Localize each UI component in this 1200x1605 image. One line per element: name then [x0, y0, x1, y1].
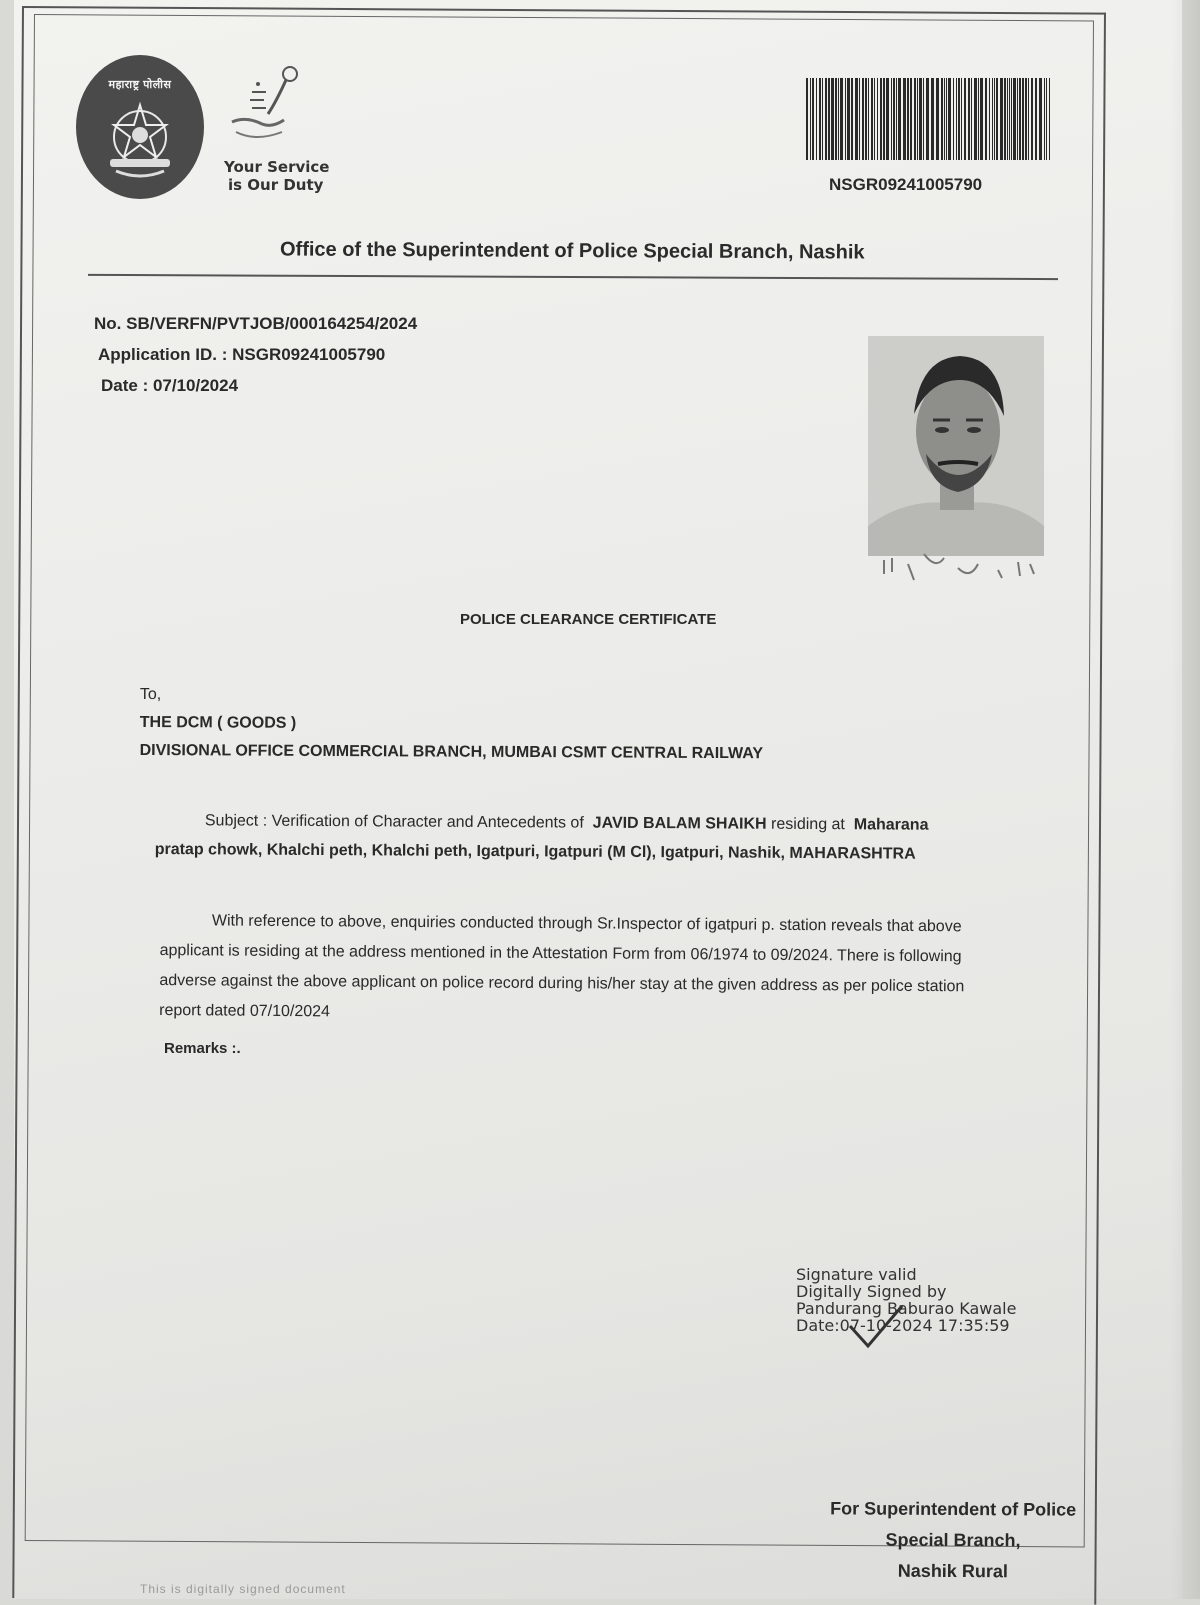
barcode-bar — [971, 78, 972, 160]
salutation: To, — [139, 685, 162, 704]
barcode-bar — [1000, 78, 1003, 160]
remarks-label: Remarks :. — [164, 1040, 241, 1057]
barcode-bar — [859, 78, 860, 160]
barcode-bar — [978, 78, 979, 160]
signature-line3: Pandurang Baburao Kawale — [796, 1299, 1017, 1318]
barcode-bar — [1049, 78, 1050, 160]
issue-date: Date : 07/10/2024 — [101, 376, 239, 395]
barcode-bar — [891, 78, 892, 160]
subject-residing: residing at — [771, 815, 845, 834]
authority-line3: Nashik Rural — [897, 1560, 1008, 1582]
recipient-line2: DIVISIONAL OFFICE COMMERCIAL BRANCH, MUMBAI CSMT CENTRAL RAILWAY — [139, 741, 764, 763]
barcode-bar — [996, 78, 998, 160]
body-line3: adverse against the above applicant on police record during his/her stay at the given address as per police station — [159, 971, 965, 996]
recipient-line1: THE DCM ( GOODS ) — [139, 713, 297, 732]
barcode-bar — [903, 78, 906, 160]
barcode-bar — [1011, 78, 1012, 160]
photo-stamp-marks — [878, 550, 1048, 590]
barcode-bar — [948, 78, 951, 160]
barcode-bar — [907, 78, 909, 160]
barcode-bar — [810, 78, 811, 160]
barcode-bar — [819, 78, 821, 160]
barcode-bar — [956, 78, 957, 160]
signing-authority — [830, 1493, 1076, 1587]
barcode-bar — [825, 78, 827, 160]
barcode-bar — [994, 78, 995, 160]
barcode-bar — [985, 78, 987, 160]
digital-signature — [796, 1266, 1016, 1334]
barcode-bar — [941, 78, 943, 160]
barcode-bar — [974, 78, 977, 160]
barcode-bar — [944, 78, 945, 160]
office-title: Office of the Superintendent of Police Special Branch, Nashik — [279, 238, 865, 264]
barcode-bar — [880, 78, 882, 160]
service-hand-icon — [226, 62, 306, 154]
barcode-bar — [845, 78, 846, 160]
barcode-bar — [838, 78, 839, 160]
barcode-bar — [847, 78, 850, 160]
barcode-bar — [871, 78, 873, 160]
barcode-bar — [992, 78, 993, 160]
barcode-bar — [1044, 78, 1045, 160]
barcode-bar — [828, 78, 830, 160]
reference-block — [94, 308, 417, 401]
barcode-bar — [896, 78, 897, 160]
barcode-bar — [1013, 78, 1016, 160]
barcode-bar — [980, 78, 983, 160]
seal-text: महाराष्ट्र पोलीस — [108, 79, 172, 91]
barcode-bar — [835, 78, 837, 160]
signature-check-icon — [846, 1302, 906, 1354]
header-divider — [88, 274, 1058, 280]
barcode-bar — [919, 78, 922, 160]
barcode-bar — [877, 78, 878, 160]
barcode-bar — [914, 78, 916, 160]
barcode-bar — [1028, 78, 1029, 160]
barcode-bar — [961, 78, 962, 160]
barcode-bar — [1031, 78, 1033, 160]
barcode-bar — [816, 78, 817, 160]
barcode-bar — [931, 78, 934, 160]
barcode-bar — [855, 78, 858, 160]
barcode-bar — [806, 78, 808, 160]
barcode-bar — [883, 78, 885, 160]
police-seal-logo — [76, 55, 204, 199]
barcode-bar — [917, 78, 918, 160]
body-line2: applicant is residing at the address mentioned in the Attestation Form from 06/1974 to 09/2024. There is following — [159, 941, 962, 966]
barcode-bar — [812, 78, 814, 160]
applicant-name: JAVID BALAM SHAIKH — [592, 814, 767, 833]
barcode-bar — [1022, 78, 1024, 160]
barcode-bar — [1009, 78, 1010, 160]
body-line1: With reference to above, enquiries conducted through Sr.Inspector of igatpuri p. station reveals that above — [211, 912, 962, 936]
barcode-bar — [865, 78, 867, 160]
barcode-number: NSGR09241005790 — [829, 175, 983, 194]
barcode-bar — [851, 78, 853, 160]
tagline-line2: is Our Duty — [228, 176, 324, 194]
signature-line2: Digitally Signed by — [796, 1282, 947, 1301]
barcode-bar — [1046, 78, 1047, 160]
body-paragraph — [159, 906, 1085, 1033]
barcode-bar — [1035, 78, 1037, 160]
barcode-bar — [953, 78, 954, 160]
barcode-bar — [874, 78, 875, 160]
subject-prefix: Subject : Verification of Character and Antecedents of — [204, 812, 584, 832]
barcode-bar — [910, 78, 912, 160]
reference-number: No. SB/VERFN/PVTJOB/000164254/2024 — [94, 314, 418, 333]
tagline — [224, 158, 329, 194]
barcode-bar — [958, 78, 960, 160]
barcode-bar — [893, 78, 895, 160]
barcode-bar — [840, 78, 843, 160]
barcode-bar — [886, 78, 889, 160]
certificate-title: POLICE CLEARANCE CERTIFICATE — [460, 611, 717, 628]
signature-line4: Date:07-10-2024 17:35:59 — [796, 1316, 1010, 1335]
barcode-bar — [926, 78, 929, 160]
subject-paragraph — [155, 806, 1075, 870]
barcode-bar — [1017, 78, 1018, 160]
signature-line1: Signature valid — [796, 1265, 917, 1284]
barcode-bar — [1007, 78, 1008, 160]
applicant-photo — [868, 336, 1044, 556]
barcode-bar — [898, 78, 901, 160]
barcode-bar — [868, 78, 869, 160]
barcode-bar — [936, 78, 939, 160]
address-part2: pratap chowk, Khalchi peth, Khalchi peth, Igatpuri, Igatpuri (M Cl), Igatpuri, Nashik, MAHARASHTRA — [154, 840, 916, 863]
authority-line1: For Superintendent of Police — [830, 1498, 1077, 1520]
barcode-bar — [964, 78, 966, 160]
application-id: Application ID. : NSGR09241005790 — [98, 345, 386, 364]
barcode-graphic — [806, 78, 1051, 160]
body-line4: report dated 07/10/2024 — [159, 1001, 331, 1021]
barcode-bar — [831, 78, 834, 160]
barcode-bar — [822, 78, 823, 160]
barcode-bar — [862, 78, 864, 160]
barcode-bar — [1004, 78, 1006, 160]
barcode-bar — [1019, 78, 1021, 160]
barcode-bar — [1039, 78, 1042, 160]
bottom-footnote: This is digitally signed document — [140, 1582, 346, 1596]
barcode-bar — [1025, 78, 1027, 160]
recipient-block — [140, 681, 764, 768]
barcode-bar — [968, 78, 970, 160]
barcode-bar — [946, 78, 947, 160]
barcode-bar — [989, 78, 990, 160]
barcode-bar — [923, 78, 924, 160]
authority-line2: Special Branch, — [885, 1529, 1021, 1551]
address-part1: Maharana — [853, 816, 929, 834]
tagline-line1: Your Service — [224, 158, 330, 176]
